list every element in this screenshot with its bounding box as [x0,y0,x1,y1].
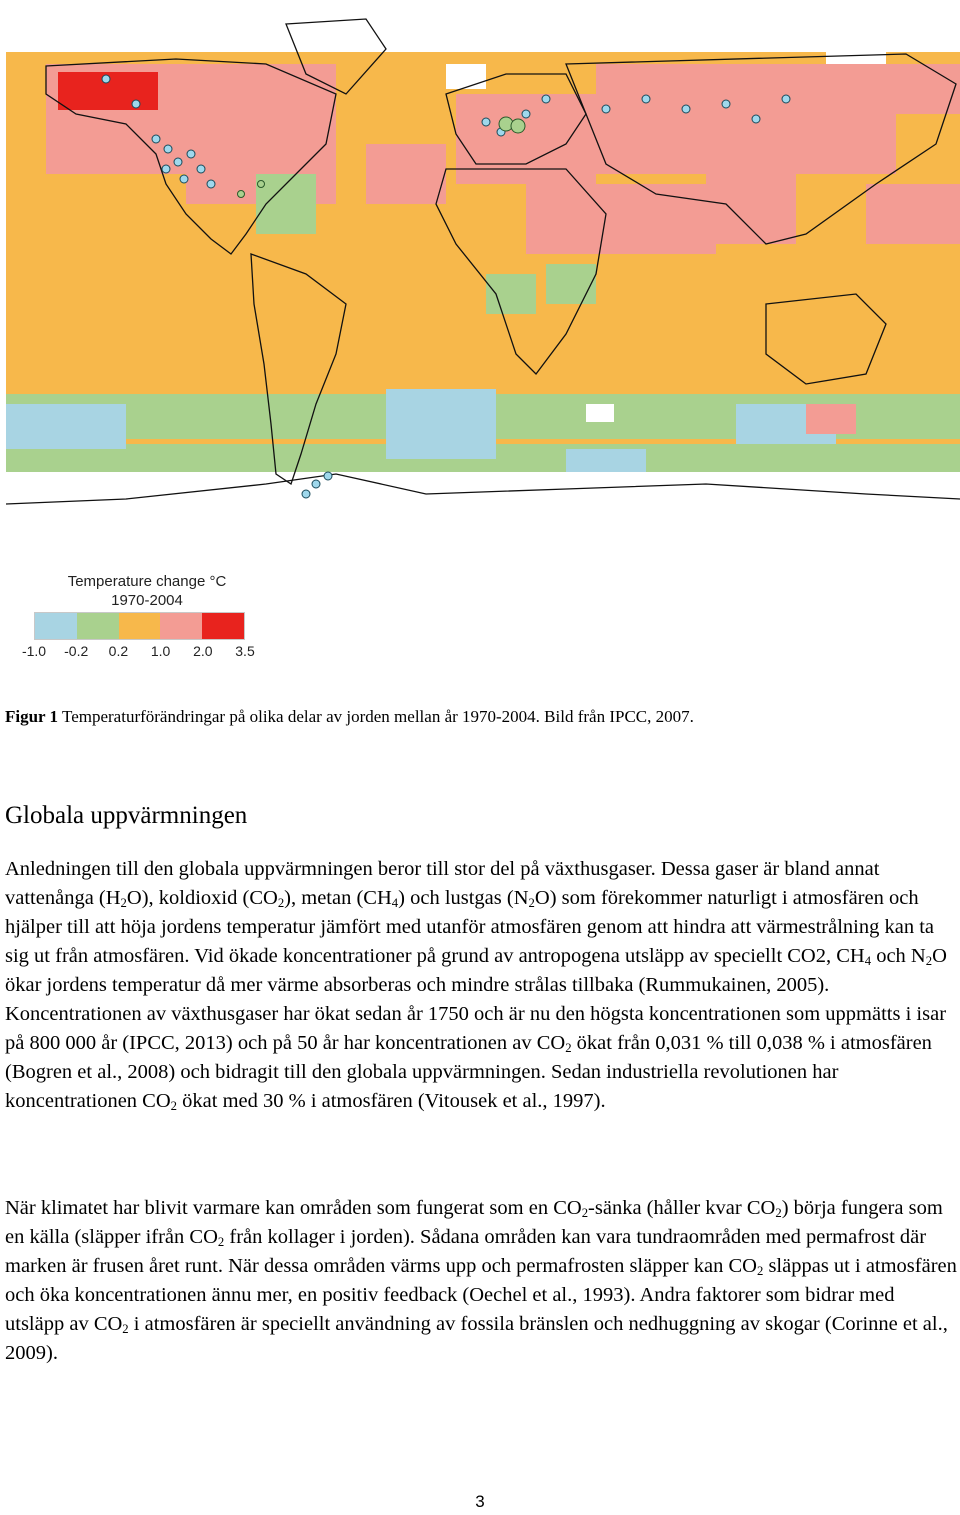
legend-tick-label: 1.0 [150,643,171,659]
legend-tick-label: 2.0 [193,643,213,659]
station-marker [722,100,730,108]
subscript: 4 [391,896,399,911]
subscript: 2 [120,896,127,911]
text-run: ), metan (CH [284,887,392,909]
text-run: ökat med 30 % i atmosfären (Vitousek et al., 1997). [177,1090,606,1112]
station-marker [782,95,790,103]
map-zone-green [486,274,536,314]
legend-title [52,572,242,610]
station-marker [102,75,110,83]
subscript: 2 [122,1322,129,1337]
text-run: i atmosfären är speciellt användning av fossila bränslen och nedhuggning av skogar (Corinne et al., 2009). [5,1313,948,1364]
map-zone-pink [596,64,896,174]
text-run: ) börja fungera som en källa (släpper ifrån CO [5,1197,943,1248]
legend-tick-label: 0.2 [108,643,129,659]
subscript: 4 [864,954,872,969]
figure-caption [5,706,955,728]
legend-tick-label: -0.2 [64,643,89,659]
map-zone-pink [866,184,960,244]
map-no-data [586,404,614,422]
map-zone-pink [456,94,596,184]
temperature-change-map [6,4,960,557]
station-marker [511,119,525,133]
text-run: När klimatet har blivit varmare kan områden som fungerat som en CO [5,1197,582,1219]
legend-color-segment [35,613,77,639]
text-run: från kollager i jorden). Sådana områden kan vara tundraområden med permafrost där marken är frusen året runt. När dessa områden värms upp och permafrosten släpper kan CO [5,1226,927,1277]
map-zone-pink [366,144,446,204]
station-marker [152,135,160,143]
text-run: släppas ut i atmosfären och öka koncentrationen ännu mer, en positiv feedback (Oechel et al., 1993). Andra faktorer som bidrar med utsläpp av CO [5,1255,957,1335]
legend-color-segment [119,613,161,639]
text-run: ökat från 0,031 % till 0,038 % i atmosfären (Bogren et al., 2008) och bidragit till den globala uppvärmningen. Sedan industriella revolutionen har koncentrationen CO [5,1032,932,1112]
legend-tick-label: 3.5 [235,643,255,659]
station-marker [682,105,690,113]
caption-label: Figur 1 [5,707,59,726]
station-marker [752,115,760,123]
subscript: 2 [925,954,933,969]
station-marker [164,145,172,153]
station-marker [602,105,610,113]
station-marker [187,150,195,158]
subscript: 2 [277,896,285,911]
station-marker [642,95,650,103]
station-marker [312,480,320,488]
station-marker [522,110,530,118]
map-no-data [826,44,886,64]
legend-title-period: 1970-2004 [111,592,183,609]
station-marker [174,158,182,166]
subscript: 2 [217,1235,225,1250]
caption-text: Temperaturförändringar på olika delar av jorden mellan år 1970-2004. Bild från IPCC, 2007. [58,707,694,726]
subscript: 2 [581,1206,589,1221]
map-zone-blue [6,404,126,449]
legend-tick-label: -1.0 [21,643,47,659]
subscript: 2 [528,896,535,911]
station-marker [482,118,490,126]
text-run: O), koldioxid (CO [126,887,278,909]
map-zone-green [256,174,316,234]
page-number: 3 [475,1492,485,1511]
subscript: 2 [565,1041,572,1056]
subscript: 2 [170,1099,178,1114]
map-zone-pink [526,184,716,254]
map-arctic [6,4,960,52]
map-no-data [446,64,486,89]
legend-color-segment [202,613,244,639]
text-run: O) som förekommer naturligt i atmosfären och hjälper till att höja jordens temperatur jämfört med utanför atmosfären genom att hindra att värmestrålning kan ta sig ut från atmosfären. Vid ökade koncentrationer på grund av antropogena utsläpp av speciellt CO2, CH [5,887,935,967]
section-heading: Globala uppvärmningen [5,802,248,829]
map-zone-pink [706,174,796,244]
map-zone-blue [566,449,646,474]
legend-color-segment [160,613,202,639]
station-marker [162,165,170,173]
legend-color-segment [77,613,119,639]
text-run: -sänka (håller kvar CO [588,1197,776,1219]
legend-color-scale [34,612,245,640]
text-run: och N [871,945,926,967]
station-marker [197,165,205,173]
station-marker [132,100,140,108]
station-marker [302,490,310,498]
station-marker [324,472,332,480]
paragraph-permafrost-feedback [5,1194,957,1368]
station-marker [207,180,215,188]
paragraph-greenhouse-gases [5,855,957,1116]
subscript: 2 [775,1206,782,1221]
map-zone-blue [386,389,496,459]
text-run: Anledningen till den globala uppvärmningen beror till stor del på växthusgaser. Dessa gaser är bland annat vattenånga (H [5,858,880,909]
text-run: ) och lustgas (N [398,887,529,909]
legend-title-line: Temperature change °C [67,573,227,590]
station-marker [238,191,245,198]
text-run: O ökar jordens temperatur då mer värme absorberas och mindre strålas tillbaka (Rummukainen, 2005). Koncentrationen av växthusgaser har ökat sedan år 1750 och är nu den högsta koncentrationen som uppmätts i isar på 800 000 år (IPCC, 2013) och på 50 år har koncentrationen av CO [5,945,947,1054]
station-marker [180,175,188,183]
subscript: 2 [756,1264,764,1279]
station-marker [542,95,550,103]
map-zone-pink [806,404,856,434]
station-marker [258,181,265,188]
map-zone-green [546,264,596,304]
map-antarctica [6,472,960,557]
legend-tick-labels [14,643,274,661]
